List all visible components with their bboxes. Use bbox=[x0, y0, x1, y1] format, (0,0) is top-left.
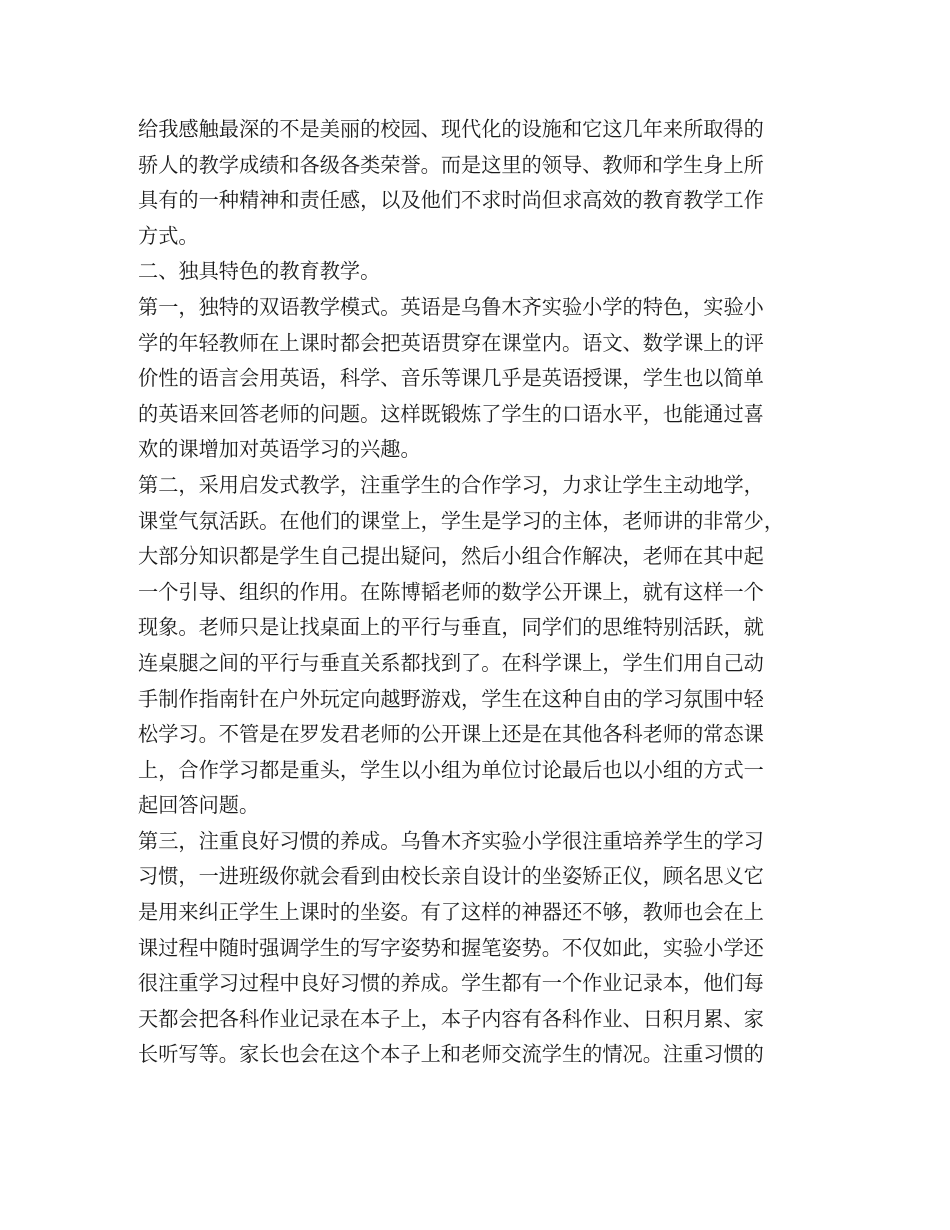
text-line: 课堂气氛活跃。在他们的课堂上，学生是学习的主体，老师讲的非常少， bbox=[138, 508, 785, 533]
text-line: 欢的课增加对英语学习的兴趣。 bbox=[138, 437, 421, 462]
text-line: 长听写等。家长也会在这个本子上和老师交流学生的情况。注重习惯的 bbox=[138, 1042, 764, 1067]
text-line: 骄人的教学成绩和各级各类荣誉。而是这里的领导、教师和学生身上所 bbox=[138, 152, 764, 177]
text-line: 习惯，一进班级你就会看到由校长亲自设计的坐姿矫正仪，顾名思义它 bbox=[138, 864, 764, 889]
text-line: 一个引导、组织的作用。在陈博韬老师的数学公开课上，就有这样一个 bbox=[138, 579, 764, 604]
text-line: 上，合作学习都是重头，学生以小组为单位讨论最后也以小组的方式一 bbox=[138, 757, 764, 782]
text-line: 手制作指南针在户外玩定向越野游戏，学生在这种自由的学习氛围中轻 bbox=[138, 686, 764, 711]
text-line: 的英语来回答老师的问题。这样既锻炼了学生的口语水平，也能通过喜 bbox=[138, 401, 764, 426]
text-line: 现象。老师只是让找桌面上的平行与垂直，同学们的思维特别活跃，就 bbox=[138, 615, 764, 640]
text-line: 价性的语言会用英语，科学、音乐等课几乎是英语授课，学生也以简单 bbox=[138, 366, 764, 391]
text-line: 学的年轻教师在上课时都会把英语贯穿在课堂内。语文、数学课上的评 bbox=[138, 330, 764, 355]
text-line: 第一，独特的双语教学模式。英语是乌鲁木齐实验小学的特色，实验小 bbox=[138, 294, 764, 319]
text-line: 连桌腿之间的平行与垂直关系都找到了。在科学课上，学生们用自己动 bbox=[138, 650, 764, 675]
text-line: 大部分知识都是学生自己提出疑问，然后小组合作解决，老师在其中起 bbox=[138, 544, 764, 569]
text-line: 天都会把各科作业记录在本子上，本子内容有各科作业、日积月累、家 bbox=[138, 1006, 764, 1031]
text-line: 课过程中随时强调学生的写字姿势和握笔姿势。不仅如此，实验小学还 bbox=[138, 935, 764, 960]
text-line: 很注重学习过程中良好习惯的养成。学生都有一个作业记录本，他们每 bbox=[138, 971, 764, 996]
text-line: 起回答问题。 bbox=[138, 793, 260, 818]
text-line: 具有的一种精神和责任感，以及他们不求时尚但求高效的教育教学工作 bbox=[138, 188, 764, 213]
text-line: 第二，采用启发式教学，注重学生的合作学习，力求让学生主动地学， bbox=[138, 472, 764, 497]
text-line: 松学习。不管是在罗发君老师的公开课上还是在其他各科老师的常态课 bbox=[138, 722, 764, 747]
text-line: 方式。 bbox=[138, 223, 199, 248]
section-heading: 二、独具特色的教育教学。 bbox=[138, 259, 381, 284]
document-body bbox=[138, 112, 818, 1073]
text-line: 给我感触最深的不是美丽的校园、现代化的设施和它这几年来所取得的 bbox=[138, 117, 764, 141]
text-line: 第三，注重良好习惯的养成。乌鲁木齐实验小学很注重培养学生的学习 bbox=[138, 828, 764, 853]
text-line: 是用来纠正学生上课时的坐姿。有了这样的神器还不够，教师也会在上 bbox=[138, 900, 764, 925]
